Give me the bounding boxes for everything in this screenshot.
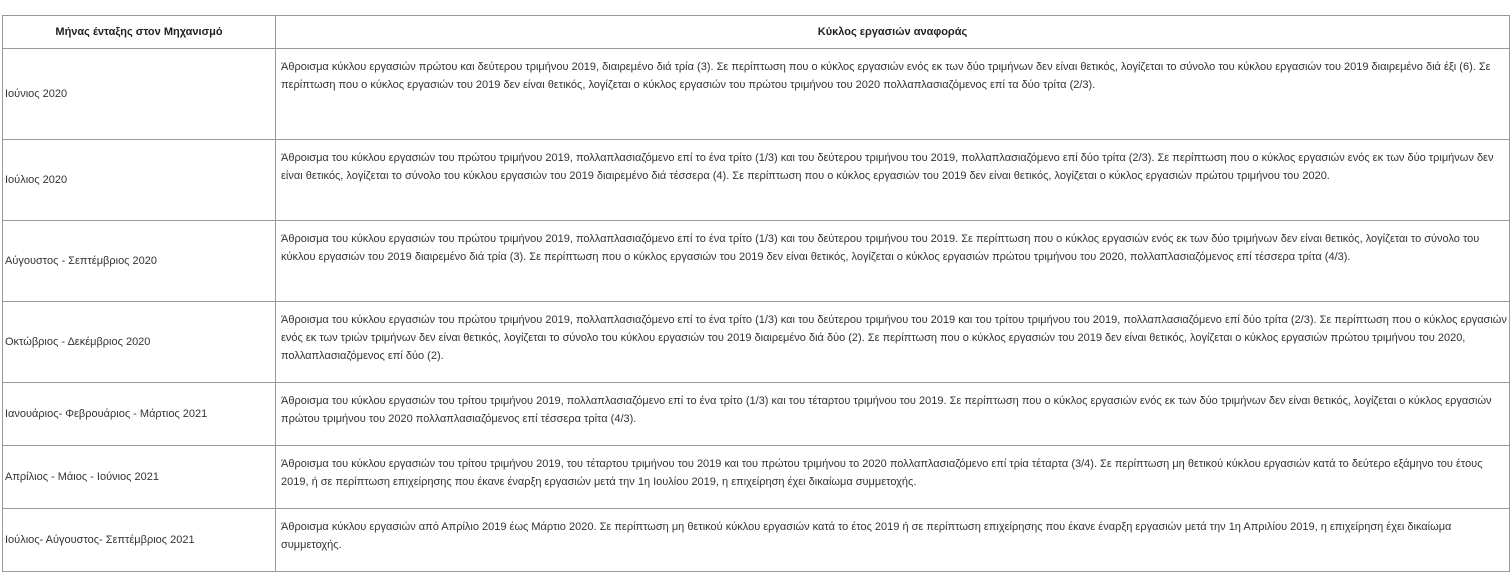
row-month: Αύγουστος - Σεπτέμβριος 2020: [3, 221, 276, 302]
header-reference-turnover: Κύκλος εργασιών αναφοράς: [276, 16, 1510, 49]
table-row: [3, 446, 1510, 509]
row-month: Ιούνιος 2020: [3, 49, 276, 140]
row-month: Ιούλιος- Αύγουστος- Σεπτέμβριος 2021: [3, 509, 276, 572]
table-row: [3, 302, 1510, 383]
table-row: [3, 49, 1510, 140]
row-description: Άθροισμα του κύκλου εργασιών του τρίτου τριμήνου 2019, του τέταρτου τριμήνου του 2019 και του πρώτου τριμήνου το 2020 πολλαπλασιαζόμενο επί τρία τέταρτα (3/4). Σε περίπτωση μη θετικού κύκλου εργασιών κατά το δεύτερο εξάμηνο του έτους 2019, ή σε περίπτωση επιχείρησης που έκανε έναρξη εργασιών μετά την 1η Ιουλίου 2019, η επιχείρηση έχει δικαίωμα συμμετοχής.: [276, 446, 1510, 509]
row-description: Άθροισμα κύκλου εργασιών πρώτου και δεύτερου τριμήνου 2019, διαιρεμένο διά τρία (3). Σε περίπτωση που ο κύκλος εργασιών ενός εκ των δύο τριμήνων δεν είναι θετικός, λογίζεται το σύνολο του κύκλου εργασιών του 2019 διαιρεμένο διά έξι (6). Σε περίπτωση που ο κύκλος εργασιών του 2019 δεν είναι θετικός, λογίζεται ο κύκλος εργασιών του πρώτου τριμήνου του 2020 πολλαπλασιαζόμενος επί τα δύο τρίτα (2/3).: [276, 49, 1510, 140]
table-row: [3, 383, 1510, 446]
row-description: Άθροισμα του κύκλου εργασιών του πρώτου τριμήνου 2019, πολλαπλασιαζόμενο επί το ένα τρίτο (1/3) και του δεύτερου τριμήνου του 2019. Σε περίπτωση που ο κύκλος εργασιών ενός εκ των δύο τριμήνων δεν είναι θετικός, λογίζεται το σύνολο του κύκλου εργασιών του 2019 διαιρεμένο διά τρία (3). Σε περίπτωση που ο κύκλος εργασιών του 2019 δεν είναι θετικός, λογίζεται ο κύκλος εργασιών πρώτου τριμήνου του 2020, πολλαπλασιαζόμενος επί τέσσερα τρίτα (4/3).: [276, 221, 1510, 302]
reference-turnover-table-container: [2, 15, 1509, 572]
table-row: [3, 140, 1510, 221]
table-row: [3, 509, 1510, 572]
table-row: [3, 221, 1510, 302]
row-description: Άθροισμα κύκλου εργασιών από Απρίλιο 2019 έως Μάρτιο 2020. Σε περίπτωση μη θετικού κύκλου εργασιών κατά το έτος 2019 ή σε περίπτωση επιχείρησης που έκανε έναρξη εργασιών μετά την 1η Απριλίου 2019, η επιχείρηση έχει δικαίωμα συμμετοχής.: [276, 509, 1510, 572]
row-month: Ιανουάριος- Φεβρουάριος - Μάρτιος 2021: [3, 383, 276, 446]
row-description: Άθροισμα του κύκλου εργασιών του τρίτου τριμήνου 2019, πολλαπλασιαζόμενο επί το ένα τρίτο (1/3) και του τέταρτου τριμήνου του 2019. Σε περίπτωση που ο κύκλος εργασιών ενός εκ των δύο τριμήνων δεν είναι θετικός, λογίζεται ο κύκλος εργασιών πρώτου τριμήνου του 2020 πολλαπλασιαζόμενος επί τέσσερα τρίτα (4/3).: [276, 383, 1510, 446]
row-description: Άθροισμα του κύκλου εργασιών του πρώτου τριμήνου 2019, πολλαπλασιαζόμενο επί το ένα τρίτο (1/3) και του δεύτερου τριμήνου του 2019, πολλαπλασιαζόμενο επί δύο τρίτα (2/3). Σε περίπτωση που ο κύκλος εργασιών ενός εκ των δύο τριμήνων δεν είναι θετικός, λογίζεται το σύνολο του κύκλου εργασιών του 2019 διαιρεμένο διά τέσσερα (4). Σε περίπτωση που ο κύκλος εργασιών του 2019 δεν είναι θετικός, λογίζεται ο κύκλος εργασιών πρώτου τριμήνου του 2020.: [276, 140, 1510, 221]
row-month: Ιούλιος 2020: [3, 140, 276, 221]
table-header: [3, 16, 1510, 49]
table-body: [3, 49, 1510, 572]
header-row: [3, 16, 1510, 49]
row-description: Άθροισμα του κύκλου εργασιών του πρώτου τριμήνου 2019, πολλαπλασιαζόμενο επί το ένα τρίτο (1/3) και του δεύτερου τριμήνου του 2019 και του τρίτου τριμήνου του 2019, πολλαπλασιαζόμενο επί δύο τρίτα (2/3). Σε περίπτωση που ο κύκλος εργασιών ενός εκ των τριών τριμήνων δεν είναι θετικός, λογίζεται το σύνολο του κύκλου εργασιών του 2019 διαιρεμένο διά δύο (2). Σε περίπτωση που ο κύκλος εργασιών του 2019 δεν είναι θετικός, λογίζεται ο κύκλος εργασιών πρώτου τριμήνου του 2020, πολλαπλασιαζόμενος επί δύο (2).: [276, 302, 1510, 383]
row-month: Απρίλιος - Μάιος - Ιούνιος 2021: [3, 446, 276, 509]
header-month: Μήνας ένταξης στον Μηχανισμό: [3, 16, 276, 49]
reference-turnover-table: [2, 15, 1510, 572]
row-month: Οκτώβριος - Δεκέμβριος 2020: [3, 302, 276, 383]
